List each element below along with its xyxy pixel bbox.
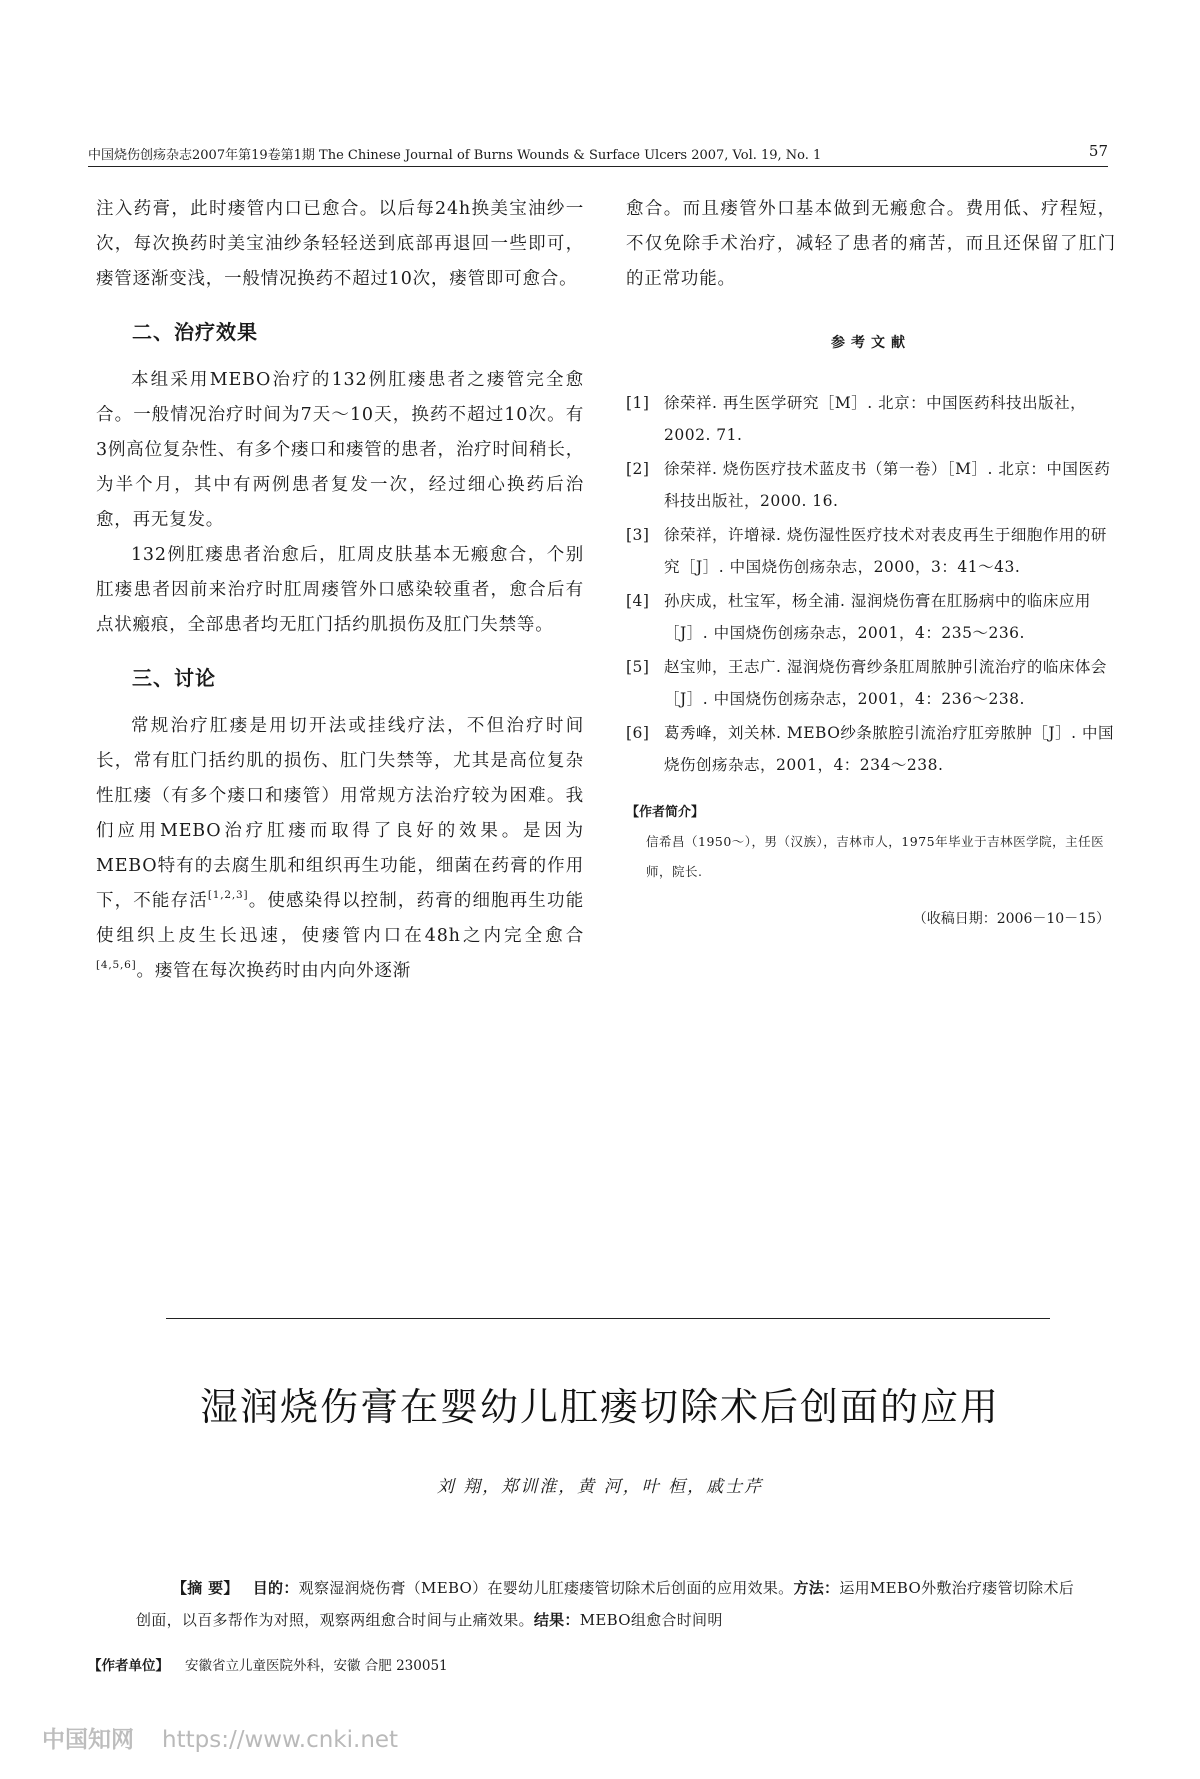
discussion-text-c: 。瘘管在每次换药时由内向外逐渐 bbox=[136, 961, 412, 981]
cnki-logo: 中国知网 bbox=[42, 1727, 134, 1753]
section-heading-results: 二、治疗效果 bbox=[132, 320, 258, 344]
citation-1-2-3: [1,2,3] bbox=[207, 889, 249, 901]
results-paragraph-1: 本组采用MEBO治疗的132例肛瘘患者之瘘管完全愈合。一般情况治疗时间为7天～10天，换药不超过10次。有3例高位复杂性、有多个瘘口和瘘管的患者，治疗时间稍长，为半个月，其中有两例患者复发一次，经过细心换药后治愈，再无复发。 bbox=[96, 370, 584, 530]
affiliation-label: 【作者单位】 bbox=[88, 1658, 169, 1674]
abstract-method: 运用MEBO外敷治疗瘘管切除术后创面，以百多帮作为对照，观察两组愈合时间与止痛效果。 bbox=[136, 1579, 1075, 1629]
article-title: 湿润烧伤膏在婴幼儿肛瘘切除术后创面的应用 bbox=[199, 1385, 1000, 1429]
received-date: （收稿日期：2006－10－15） bbox=[912, 911, 1110, 927]
reference-number: [5] bbox=[626, 658, 650, 676]
section-heading-discussion: 三、讨论 bbox=[132, 666, 216, 690]
reference-item bbox=[626, 519, 1116, 583]
reference-number: [1] bbox=[626, 394, 650, 412]
cnki-url[interactable]: https://www.cnki.net bbox=[162, 1727, 399, 1753]
affiliation-text: 安徽省立儿童医院外科，安徽 合肥 230051 bbox=[185, 1658, 448, 1674]
author-affiliation bbox=[88, 1655, 448, 1677]
discussion-text-b: 。使感染得以控制，药膏的细胞再生功能使组织上皮生长迅速，使瘘管内口在48h之内完全愈合 bbox=[96, 891, 584, 946]
references-heading: 参考文献 bbox=[831, 335, 911, 351]
abstract-result: MEBO组愈合时间明 bbox=[579, 1611, 723, 1629]
intro-paragraph: 注入药膏，此时瘘管内口已愈合。以后每24h换美宝油纱一次，每次换药时美宝油纱条轻轻送到底部再退回一些即可，瘘管逐渐变浅，一般情况换药不超过10次，瘘管即可愈合。 bbox=[96, 199, 584, 289]
reference-number: [4] bbox=[626, 592, 650, 610]
reference-item bbox=[626, 387, 1116, 451]
right-column bbox=[626, 192, 1116, 929]
reference-number: [6] bbox=[626, 724, 650, 742]
reference-list bbox=[626, 387, 1116, 781]
reference-text: 孙庆成，杜宝军，杨全浦. 湿润烧伤膏在肛肠病中的临床应用［J］. 中国烧伤创疡杂志，2001，4：235～236. bbox=[664, 592, 1091, 642]
discussion-text-a: 常规治疗肛瘘是用切开法或挂线疗法，不但治疗时间长，常有肛门括约肌的损伤、肛门失禁等，尤其是高位复杂性肛瘘（有多个瘘口和瘘管）用常规方法治疗较为困难。我们应用MEBO治疗肛瘘而取得了良好的效果。是因为MEBO特有的去腐生肌和组织再生功能，细菌在药膏的作用下，不能存活 bbox=[96, 716, 584, 911]
abstract-purpose: 观察湿润烧伤膏（MEBO）在婴幼儿肛瘘瘘管切除术后创面的应用效果。 bbox=[298, 1579, 794, 1597]
abstract-result-label: 结果： bbox=[533, 1611, 580, 1629]
journal-header: 中国烧伤创疡杂志2007年第19卷第1期 The Chinese Journal of Burns Wounds & Surface Ulcers 2007, Vol. 19, No. 1 bbox=[88, 148, 822, 163]
left-column bbox=[96, 192, 584, 989]
reference-text: 徐荣祥，许增禄. 烧伤湿性医疗技术对表皮再生于细胞作用的研究［J］. 中国烧伤创疡杂志，2000，3：41～43. bbox=[664, 526, 1107, 576]
reference-item bbox=[626, 585, 1116, 649]
discussion-paragraph bbox=[96, 709, 584, 989]
reference-item bbox=[626, 453, 1116, 517]
article-divider bbox=[166, 1318, 1050, 1319]
abstract-method-label: 方法： bbox=[793, 1579, 840, 1597]
reference-text: 葛秀峰，刘关林. MEBO纱条脓腔引流治疗肛旁脓肿［J］. 中国烧伤创疡杂志，2001，4：234～238. bbox=[664, 724, 1114, 774]
reference-item bbox=[626, 717, 1116, 781]
reference-item bbox=[626, 651, 1116, 715]
header-rule bbox=[88, 166, 1108, 167]
article-authors: 刘 翔，郑训淮，黄 河，叶 桓，戚士芹 bbox=[436, 1477, 764, 1497]
reference-number: [2] bbox=[626, 460, 650, 478]
author-bio-label: 【作者简介】 bbox=[626, 805, 705, 820]
author-bio: 信希昌（1950～），男（汉族），吉林市人，1975年毕业于吉林医学院，主任医师，院长. bbox=[646, 834, 1105, 879]
reference-number: [3] bbox=[626, 526, 650, 544]
reference-text: 徐荣祥. 再生医学研究［M］. 北京：中国医药科技出版社，2002. 71. bbox=[664, 394, 1087, 444]
abstract-label: 【摘 要】 bbox=[172, 1579, 239, 1597]
running-header bbox=[88, 142, 1108, 164]
reference-text: 赵宝帅，王志广. 湿润烧伤膏纱条肛周脓肿引流治疗的临床体会［J］. 中国烧伤创疡杂志，2001，4：236～238. bbox=[664, 658, 1107, 708]
continuation-paragraph: 愈合。而且瘘管外口基本做到无瘢愈合。费用低、疗程短，不仅免除手术治疗，减轻了患者的痛苦，而且还保留了肛门的正常功能。 bbox=[626, 199, 1116, 289]
page-number: 57 bbox=[1088, 142, 1108, 160]
results-paragraph-2: 132例肛瘘患者治愈后，肛周皮肤基本无瘢愈合，个别肛瘘患者因前来治疗时肛周瘘管外口感染较重者，愈合后有点状瘢痕，全部患者均无肛门括约肌损伤及肛门失禁等。 bbox=[96, 545, 584, 635]
abstract bbox=[136, 1572, 1076, 1636]
cnki-watermark bbox=[42, 1725, 398, 1755]
citation-4-5-6: [4,5,6] bbox=[96, 959, 137, 971]
abstract-purpose-label: 目的： bbox=[252, 1579, 299, 1597]
reference-text: 徐荣祥. 烧伤医疗技术蓝皮书（第一卷）［M］. 北京：中国医药科技出版社，2000. 16. bbox=[664, 460, 1111, 510]
